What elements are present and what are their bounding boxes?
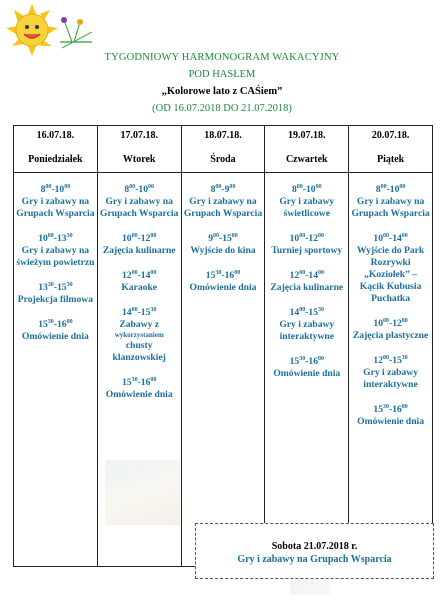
activity-label-text: Gry i zabawy na Grupach Wsparcia <box>183 196 263 219</box>
activity-label <box>351 367 430 391</box>
time-part: 16 <box>392 404 402 415</box>
activity-label-text: Gry i zabawy świetlicowe <box>279 196 335 219</box>
day-name: Wtorek <box>122 154 156 165</box>
time-part: 12 <box>140 233 151 244</box>
time-part: 15 <box>57 282 67 293</box>
time-part: 10 <box>373 233 383 244</box>
schedule-title: TYGODNIOWY HARMONOGRAM WAKACYJNY <box>104 52 340 63</box>
time-part: 14 <box>122 307 132 318</box>
activity-label-text: chusty klanzowskiej <box>112 340 166 363</box>
time-minutes: 00 <box>296 184 303 190</box>
time-minutes: 00 <box>299 233 306 239</box>
activity-label <box>16 331 95 343</box>
activity-label-text: Zajęcia plastyczne <box>352 330 429 341</box>
activity-time: $10^{00}-12^{00}$ <box>289 233 324 244</box>
saturday-box <box>195 523 434 579</box>
activity-item <box>98 181 181 220</box>
day-name: Czwartek <box>285 154 328 165</box>
time-minutes: 30 <box>150 307 157 313</box>
time-minutes: 00 <box>129 184 136 190</box>
time-minutes: 30 <box>66 282 73 288</box>
activity-item <box>14 230 97 269</box>
saturday-activity: Gry i zabawy na Grupach Wsparcia <box>237 554 392 565</box>
time-part: 8 <box>210 184 216 195</box>
time-part: 15 <box>222 233 232 244</box>
time-minutes: 00 <box>150 377 157 383</box>
activity-label <box>351 196 430 220</box>
activity-time: $15^{30}-16^{00}$ <box>38 319 73 330</box>
time-part: 15 <box>392 355 402 366</box>
saturday-title: Sobota 21.07.2018 r. <box>271 541 358 552</box>
time-minutes: 00 <box>212 233 219 239</box>
activity-label-text: Wyjście do kina <box>190 245 256 256</box>
time-minutes: 00 <box>150 233 157 239</box>
activity-label-text: Gry i zabawy na świeżym powietrzu <box>16 245 95 268</box>
time-minutes: 00 <box>47 233 54 239</box>
activity-item <box>349 181 432 220</box>
time-part: 12 <box>308 233 318 244</box>
schedule-slogan: „Kolorowe lato z CAŚiem” <box>161 86 283 97</box>
activity-label <box>100 389 179 401</box>
activity-label-text: Karaoke <box>121 282 158 293</box>
activity-label-text: Omówienie dnia <box>273 368 341 379</box>
activity-label <box>16 245 95 269</box>
activity-item <box>98 374 181 401</box>
day-date: 16.07.18. <box>36 130 75 141</box>
activity-time: $15^{30}-16^{00}$ <box>373 404 408 415</box>
time-minutes: 00 <box>401 404 408 410</box>
activity-time: $14^{00}-15^{30}$ <box>122 307 157 318</box>
activity-item <box>14 316 97 343</box>
day-date: 18.07.18. <box>204 130 242 141</box>
activity-list <box>349 173 432 438</box>
activity-label-text: Omówienie dnia <box>21 331 89 342</box>
activity-list <box>265 173 348 390</box>
time-part: 10 <box>305 184 316 195</box>
schedule-subtitle: POD HASŁEM <box>188 69 256 80</box>
time-part: 8 <box>291 184 297 195</box>
activity-item <box>182 230 265 257</box>
day-column <box>264 126 348 566</box>
time-minutes: 30 <box>299 356 306 362</box>
time-part: 14 <box>392 233 402 244</box>
time-minutes: 00 <box>131 233 138 239</box>
time-part: 10 <box>138 184 148 195</box>
activity-label <box>267 282 346 294</box>
sun-icon <box>2 2 94 58</box>
activity-label <box>267 319 346 343</box>
time-part: 9 <box>224 184 230 195</box>
time-part: 10 <box>389 184 400 195</box>
activity-label <box>351 416 430 428</box>
time-minutes: 00 <box>147 184 154 190</box>
time-part: 13 <box>57 233 67 244</box>
time-minutes: 30 <box>131 377 138 383</box>
activity-label-text: Zajęcia kulinarne <box>102 245 176 256</box>
activity-item <box>265 353 348 380</box>
time-minutes: 00 <box>401 233 408 239</box>
schedule-dates: (OD 16.07.2018 DO 21.07.2018) <box>152 103 292 114</box>
activity-item <box>265 304 348 343</box>
time-part: 10 <box>373 318 383 329</box>
time-minutes: 00 <box>131 307 138 313</box>
time-minutes: 00 <box>131 270 138 276</box>
time-minutes: 00 <box>299 307 306 313</box>
activity-label-text: Omówienie dnia <box>189 282 257 293</box>
activity-list <box>182 173 265 304</box>
activity-label-text: Omówienie dnia <box>105 389 173 400</box>
activity-time: $15^{30}-16^{00}$ <box>205 270 241 281</box>
activity-label <box>267 368 346 380</box>
time-minutes: 00 <box>317 233 324 239</box>
activity-label <box>100 319 179 364</box>
activity-label <box>16 294 95 306</box>
activity-label <box>100 282 179 294</box>
schedule-table <box>13 125 433 567</box>
activity-item <box>182 181 265 220</box>
activity-time: $10^{00}-12^{00}$ <box>373 318 408 329</box>
activity-item <box>98 230 181 257</box>
activity-item <box>349 315 432 342</box>
time-part: 15 <box>308 307 318 318</box>
activity-label <box>267 196 346 220</box>
time-part: 10 <box>289 233 300 244</box>
activity-label <box>267 245 346 257</box>
time-part: 14 <box>289 307 300 318</box>
time-minutes: 00 <box>315 184 322 190</box>
time-part: 14 <box>140 270 151 281</box>
activity-label-text: Wyjście do Park Rozrywki „Koziołek” – Kącik Kubusia Puchatka <box>356 245 425 304</box>
activity-item <box>265 181 348 220</box>
time-minutes: 00 <box>382 318 389 324</box>
day-date: 20.07.18. <box>371 130 410 141</box>
activity-item <box>265 230 348 257</box>
activity-label-text: Gry i zabawy na Grupach Wsparcia <box>16 196 95 219</box>
time-part: 15 <box>38 319 48 330</box>
day-column <box>181 126 265 566</box>
day-date: 19.07.18. <box>288 130 326 141</box>
time-part: 8 <box>40 184 46 195</box>
activity-label-text: Gry i zabawy interaktywne <box>279 319 335 342</box>
time-part: 14 <box>308 270 318 281</box>
time-minutes: 30 <box>47 282 54 288</box>
activity-time: $8^{00}-10^{00}$ <box>124 184 154 195</box>
time-minutes: 00 <box>215 184 222 190</box>
activity-item <box>349 230 432 305</box>
activity-label <box>16 196 95 220</box>
day-name: Środa <box>210 154 236 165</box>
activity-list <box>98 173 181 411</box>
time-part: 15 <box>289 356 300 367</box>
time-minutes: 30 <box>47 319 54 325</box>
activity-time: $8^{00}-10^{00}$ <box>375 184 406 195</box>
activity-item <box>349 352 432 391</box>
activity-label <box>351 330 430 342</box>
time-part: 16 <box>224 270 235 281</box>
time-minutes: 00 <box>64 184 71 190</box>
activity-item <box>349 401 432 428</box>
time-part: 16 <box>140 377 151 388</box>
activity-label-text: Turniej sportowy <box>271 245 343 256</box>
activity-label-text: Gry i zabawy na Grupach Wsparcia <box>100 196 179 219</box>
time-minutes: 00 <box>382 233 389 239</box>
activity-time: $8^{00}-9^{00}$ <box>210 184 236 195</box>
time-part: 16 <box>57 319 67 330</box>
background-photo <box>105 460 180 525</box>
activity-time: $10^{00}-12^{00}$ <box>122 233 157 244</box>
activity-item <box>14 181 97 220</box>
activity-item <box>98 267 181 294</box>
day-date: 17.07.18. <box>120 130 158 141</box>
time-minutes: 00 <box>229 184 236 190</box>
time-part: 10 <box>122 233 132 244</box>
activity-time: $8^{00}-10^{00}$ <box>291 184 322 195</box>
time-minutes: 00 <box>66 319 73 325</box>
time-minutes: 00 <box>231 233 238 239</box>
time-part: 8 <box>375 184 381 195</box>
time-part: 12 <box>392 318 402 329</box>
day-name: Piątek <box>376 154 405 165</box>
day-column <box>348 126 432 566</box>
activity-time: $12^{00}-14^{00}$ <box>122 270 157 281</box>
time-minutes: 00 <box>234 270 241 276</box>
activity-label <box>100 245 179 257</box>
time-minutes: 30 <box>215 270 222 276</box>
activity-time: $15^{30}-16^{00}$ <box>289 356 324 367</box>
time-part: 15 <box>205 270 216 281</box>
time-minutes: 30 <box>317 307 324 313</box>
activity-list <box>14 173 97 353</box>
activity-time: $14^{00}-15^{30}$ <box>289 307 324 318</box>
time-part: 13 <box>38 282 48 293</box>
activity-label <box>184 282 263 294</box>
activity-label-text: Gry i zabawy na Grupach Wsparcia <box>351 196 430 219</box>
time-minutes: 00 <box>317 356 324 362</box>
activity-label <box>351 245 430 305</box>
activity-time: $10^{00}-14^{00}$ <box>373 233 408 244</box>
time-minutes: 30 <box>382 404 389 410</box>
time-part: 15 <box>122 377 132 388</box>
activity-item <box>98 304 181 364</box>
time-minutes: 00 <box>399 184 406 190</box>
activity-label-text: Gry i zabawy interaktywne <box>363 367 419 390</box>
time-part: 9 <box>208 233 213 244</box>
time-minutes: 00 <box>150 270 157 276</box>
activity-label-text: Projekcja filmowa <box>17 294 93 305</box>
time-part: 16 <box>308 356 318 367</box>
time-part: 8 <box>124 184 130 195</box>
activity-item <box>182 267 265 294</box>
activity-item <box>265 267 348 294</box>
time-minutes: 00 <box>299 270 306 276</box>
time-minutes: 30 <box>401 355 408 361</box>
activity-label-small: wykorzystaniem <box>114 331 164 339</box>
time-part: 12 <box>289 270 300 281</box>
activity-label <box>184 196 263 220</box>
activity-time: $13^{30}-15^{30}$ <box>38 282 73 293</box>
activity-time: $12^{00}-15^{30}$ <box>373 355 408 366</box>
time-minutes: 00 <box>382 355 389 361</box>
activity-item <box>14 279 97 306</box>
time-minutes: 00 <box>45 184 52 190</box>
time-part: 10 <box>38 233 48 244</box>
activity-label-text: Zajęcia kulinarne <box>270 282 344 293</box>
activity-time: $9^{00}-15^{00}$ <box>208 233 238 244</box>
activity-label-text: Omówienie dnia <box>357 416 425 427</box>
day-name: Poniedziałek <box>28 154 83 165</box>
time-minutes: 00 <box>401 318 408 324</box>
activity-time: $15^{30}-16^{00}$ <box>122 377 157 388</box>
day-column <box>14 126 97 566</box>
activity-label <box>184 245 263 257</box>
time-minutes: 00 <box>317 270 324 276</box>
time-part: 15 <box>373 404 383 415</box>
time-part: 12 <box>373 355 383 366</box>
flowers-icon <box>60 17 92 48</box>
time-part: 12 <box>122 270 132 281</box>
time-minutes: 00 <box>380 184 387 190</box>
activity-time: $10^{00}-13^{30}$ <box>38 233 73 244</box>
activity-label-text: Zabawy z <box>119 319 160 330</box>
time-part: 10 <box>54 184 65 195</box>
activity-label <box>100 196 179 220</box>
time-part: 15 <box>140 307 151 318</box>
time-minutes: 30 <box>66 233 73 239</box>
activity-time: $12^{00}-14^{00}$ <box>289 270 324 281</box>
activity-time: $8^{00}-10^{00}$ <box>40 184 71 195</box>
